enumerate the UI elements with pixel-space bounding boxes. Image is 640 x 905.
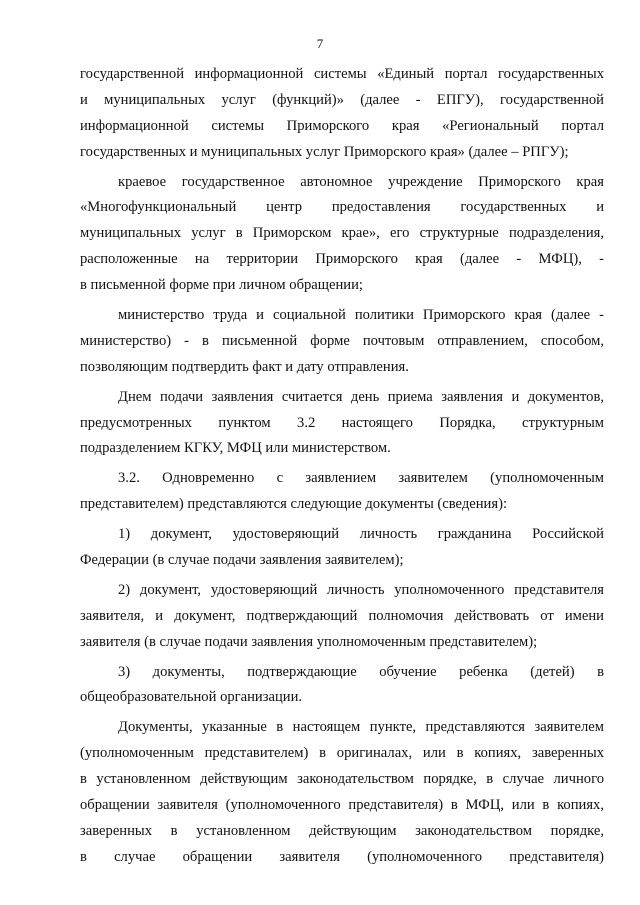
- paragraph-clause-3-2: [80, 466, 604, 518]
- paragraph-documents: [80, 715, 604, 870]
- text-line: заявителя (в случае подачи заявления уполномоченным представителем);: [80, 633, 538, 650]
- text-line: предусмотренных пунктом 3.2 настоящего Порядка, структурным: [80, 414, 604, 431]
- text-line: министерство труда и социальной политики Приморского края (далее -: [118, 307, 604, 324]
- page-number: 7: [316, 36, 324, 51]
- text-line: расположенные на территории Приморского края (далее - МФЦ), -: [80, 251, 604, 268]
- text-line: Федерации (в случае подачи заявления заявителем);: [80, 552, 404, 569]
- text-line: муниципальных услуг в Приморском крае», его структурные подразделения,: [80, 225, 604, 242]
- text-line: представителем) представляются следующие документы (сведения):: [80, 496, 507, 513]
- paragraph-mfc: [80, 170, 604, 299]
- text-line: 3) документы, подтверждающие обучение ребенка (детей) в: [118, 663, 604, 680]
- text-line: министерство) - в письменной форме почтовым отправлением, способом,: [80, 332, 604, 349]
- text-line: заверенных в установленном действующим законодательством порядке,: [80, 822, 604, 839]
- list-item-2: [80, 578, 604, 656]
- text-line: 3.2. Одновременно с заявлением заявителем (уполномоченным: [118, 470, 604, 487]
- text-line: государственной информационной системы «Единый портал государственных: [80, 66, 604, 82]
- text-line: «Многофункциональный центр предоставления государственных и: [80, 199, 604, 216]
- text-line: (уполномоченным представителем) в оригиналах, или в копиях, заверенных: [80, 745, 604, 762]
- document-body: [80, 62, 604, 871]
- text-line: в письменной форме при личном обращении;: [80, 277, 363, 294]
- text-line: в случае обращении заявителя (уполномоченного представителя): [80, 848, 604, 865]
- text-line: 1) документ, удостоверяющий личность гражданина Российской: [118, 526, 604, 543]
- text-line: и муниципальных услуг (функций)» (далее - ЕПГУ), государственной: [80, 91, 604, 108]
- text-line: Днем подачи заявления считается день приема заявления и документов,: [118, 388, 604, 405]
- list-item-3: [80, 660, 604, 712]
- text-line: позволяющим подтвердить факт и дату отправления.: [80, 358, 409, 375]
- text-line: обращении заявителя (уполномоченного представителя) в МФЦ, или в копиях,: [80, 797, 604, 814]
- paragraph-epgu-rpgu: [80, 62, 604, 166]
- paragraph-submission-day: [80, 385, 604, 463]
- text-line: подразделением КГКУ, МФЦ или министерством.: [80, 440, 391, 457]
- text-line: 2) документ, удостоверяющий личность уполномоченного представителя: [118, 581, 604, 598]
- text-line: общеобразовательной организации.: [80, 689, 303, 706]
- text-line: в установленном действующим законодательством порядке, в случае личного: [80, 771, 604, 788]
- text-line: краевое государственное автономное учреждение Приморского края: [118, 173, 604, 190]
- text-line: Документы, указанные в настоящем пункте, представляются заявителем: [118, 719, 604, 736]
- paragraph-ministry: [80, 303, 604, 381]
- text-line: государственных и муниципальных услуг Приморского края» (далее – РПГУ);: [80, 143, 569, 160]
- text-line: информационной системы Приморского края «Региональный портал: [80, 117, 604, 134]
- text-line: заявителя, и документ, подтверждающий полномочия действовать от имени: [80, 607, 604, 624]
- list-item-1: [80, 522, 604, 574]
